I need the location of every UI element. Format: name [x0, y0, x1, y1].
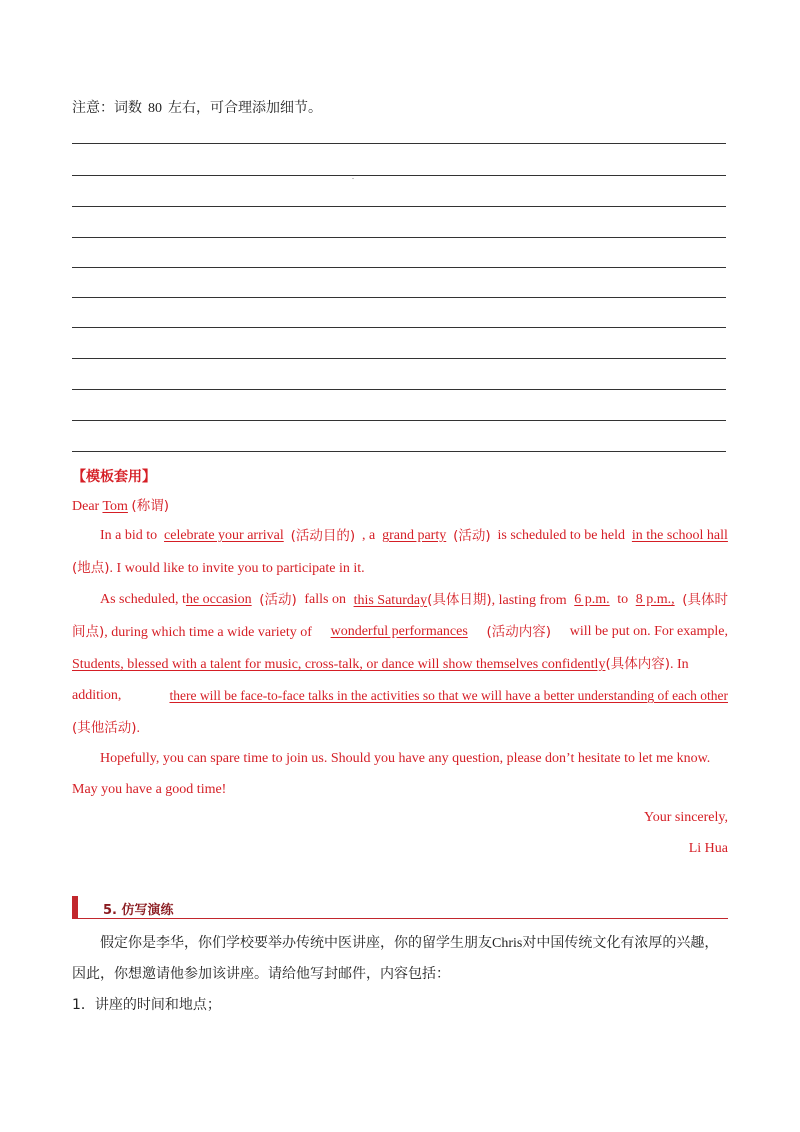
blank-content: wonderful performances: [330, 624, 468, 639]
section-marker: [72, 896, 78, 918]
greeting-dear: Dear: [72, 499, 100, 514]
label-purpose: (活动目的): [290, 528, 356, 544]
text-span: , a: [362, 528, 376, 543]
blank-details: Students, blessed with a talent for music, cross-talk, or dance will show themselves confidently: [72, 657, 606, 672]
blank-date: this Saturday: [353, 593, 428, 608]
paragraph-2-line-2: [72, 622, 728, 643]
writing-line: [72, 389, 726, 390]
note-prefix: 注意：词数: [72, 100, 142, 116]
paragraph-3-line-2: [72, 780, 728, 800]
greeting-name: Tom: [102, 499, 128, 514]
letter-closing: Your sincerely,: [644, 810, 728, 825]
text-span: will be put on. For example,: [569, 624, 728, 639]
writing-line: [72, 206, 726, 207]
text-span: . In: [670, 657, 689, 672]
note-word-count: 80: [148, 101, 162, 116]
writing-line: [72, 143, 726, 144]
label-content: (活动内容): [486, 624, 552, 640]
label-activity: (活动): [259, 592, 297, 608]
text-span: is scheduled to be held: [497, 528, 626, 543]
task-line-2: 因此，你想邀请他参加该讲座。请给他写封邮件，内容包括：: [72, 966, 450, 982]
writing-line: [72, 451, 726, 452]
writing-line: [72, 327, 726, 328]
writing-line: [72, 237, 726, 238]
text-span: falls on: [304, 592, 346, 607]
text-span: Chris: [492, 936, 523, 951]
section-divider: [72, 918, 728, 919]
writing-line: [72, 358, 726, 359]
writing-line: [72, 297, 726, 298]
text-span: May you have a good time!: [72, 782, 227, 797]
paragraph-1-line-1: [100, 526, 728, 546]
writing-line: [72, 420, 726, 421]
text-span: 假定你是李华，你们学校要举办传统中医讲座，你的留学生朋友: [100, 935, 492, 951]
task-line-1: [100, 932, 728, 952]
word-count-note: [72, 97, 322, 117]
label-date: (具体日期): [427, 592, 492, 608]
blank-end-time: 8 p.m.,: [635, 592, 675, 607]
label-time-cont: 间点): [72, 624, 105, 640]
blank-purpose: celebrate your arrival: [164, 528, 284, 543]
text-span: .: [136, 721, 141, 736]
letter-signature: Li Hua: [688, 841, 728, 856]
blank-other: there will be face-to-face talks in the activities so that we will have a better understanding of each other: [169, 688, 728, 703]
text-span: addition,: [72, 688, 122, 703]
text-span: In a bid to: [100, 528, 158, 543]
text-span: to: [617, 592, 629, 607]
blank-activity: grand party: [382, 528, 447, 543]
section-title: 5. 仿写演练: [103, 903, 174, 918]
letter-greeting: [72, 496, 728, 517]
text-span: , during which time a wide variety of: [104, 625, 312, 640]
blank-start-time: 6 p.m.: [574, 592, 610, 607]
text-span: , lasting from: [491, 593, 567, 608]
blank-occasion: he occasion: [185, 592, 252, 607]
label-other: (其他活动): [72, 720, 137, 736]
paragraph-2-line-4: [72, 686, 728, 706]
paragraph-2-line-1: [100, 590, 728, 611]
paragraph-3-line-1: [100, 749, 728, 769]
label-place: (地点): [72, 560, 110, 576]
writing-line: .: [72, 175, 726, 176]
label-time: (具体时: [682, 592, 728, 608]
task-line-3: 1．讲座的时间和地点；: [72, 997, 221, 1013]
paragraph-1-line-2: [72, 558, 728, 579]
template-heading: 【模板套用】: [72, 469, 156, 485]
paragraph-2-line-3: [72, 654, 728, 675]
label-details: (具体内容): [605, 656, 670, 672]
greeting-note: (称谓): [131, 498, 169, 514]
text-span: . I would like to invite you to participate in it.: [109, 561, 365, 576]
note-suffix: 左右，可合理添加细节。: [168, 100, 322, 116]
text-span: 对中国传统文化有浓厚的兴趣，: [522, 935, 719, 951]
blank-place: in the school hall: [631, 528, 728, 543]
writing-line: [72, 267, 726, 268]
paragraph-2-line-5: [72, 718, 728, 739]
text-span: As scheduled, t: [100, 592, 186, 607]
text-span: Hopefully, you can spare time to join us. Should you have any question, please don’t hesitate to let me know.: [100, 751, 711, 766]
label-activity: (活动): [453, 528, 491, 544]
